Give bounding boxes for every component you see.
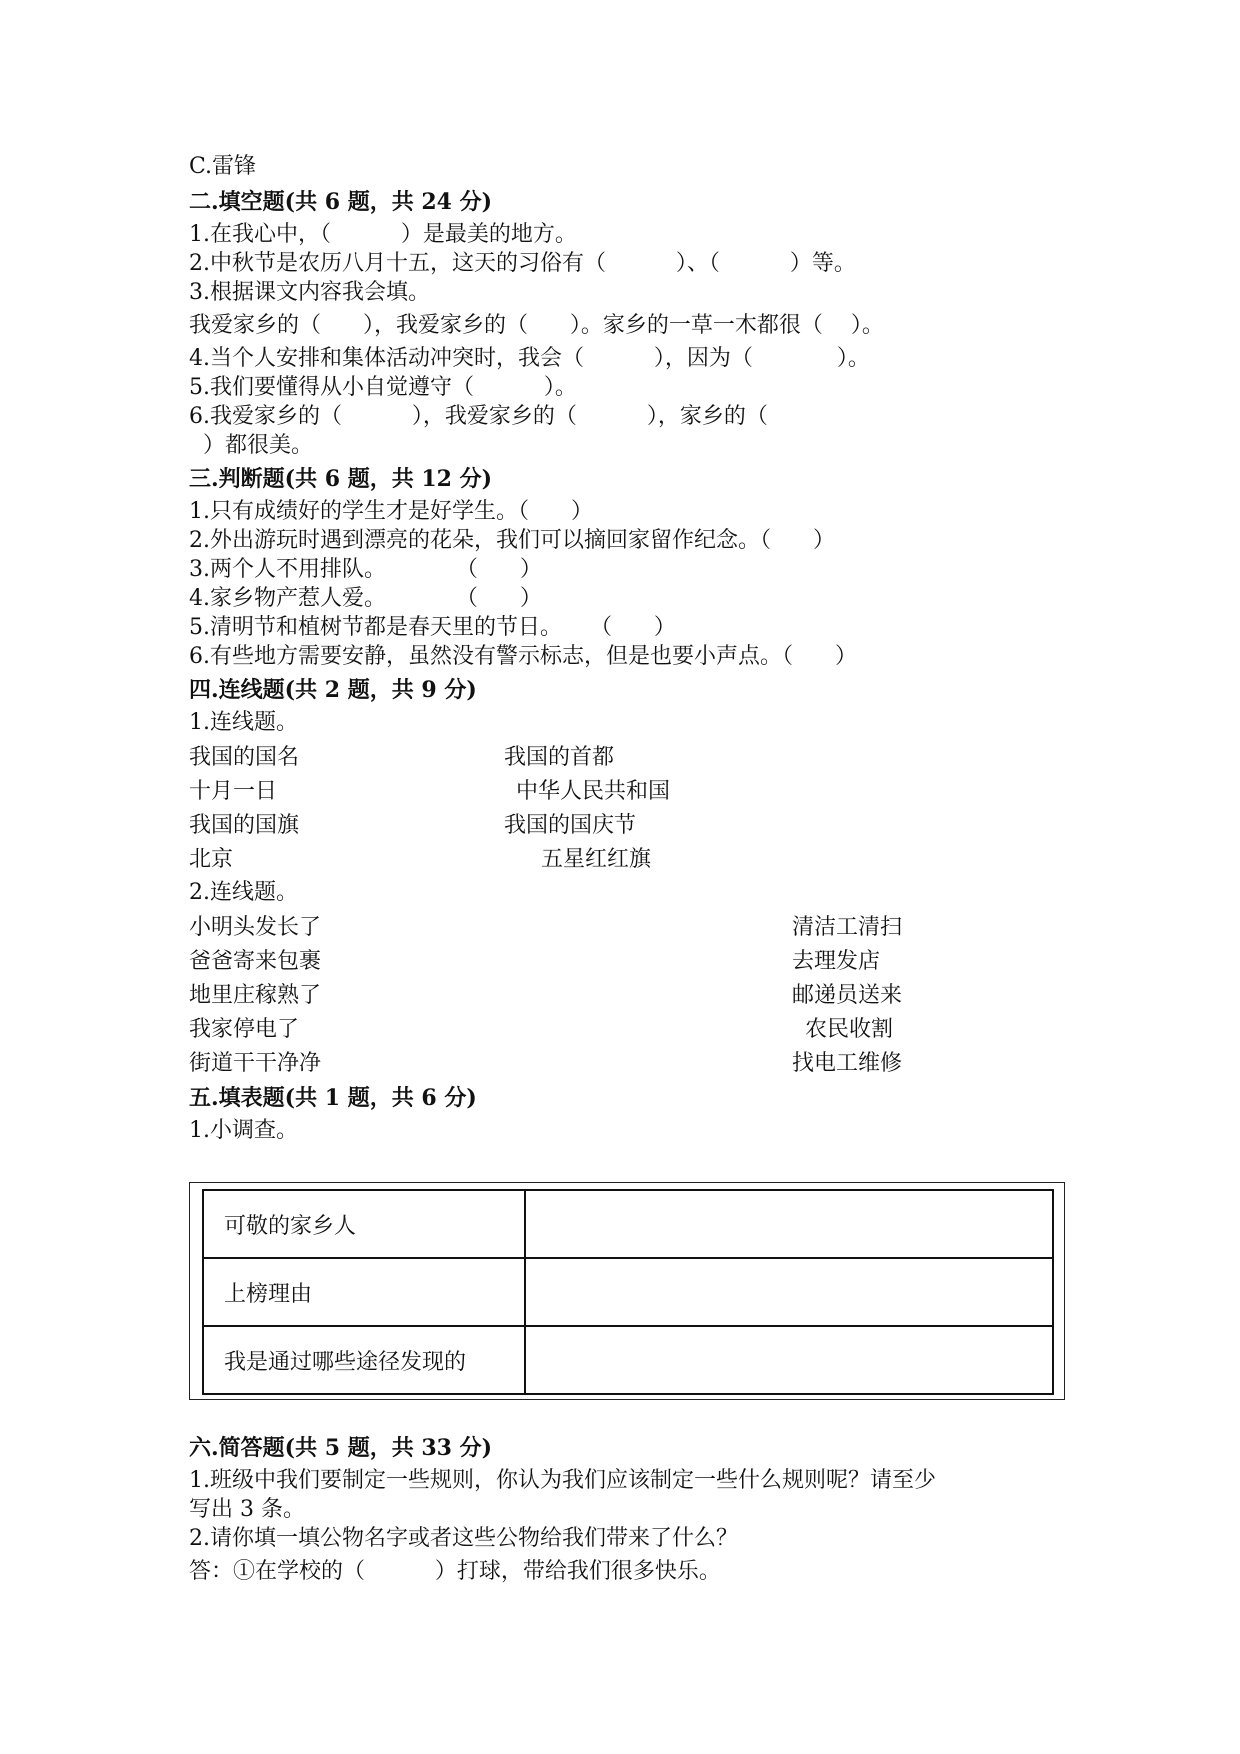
fill-question-6-cont: ）都很美。 <box>189 433 313 458</box>
short-answer-question-2: 2.请你填一填公物名字或者这些公物给我们带来了什么？ <box>189 1526 738 1551</box>
fill-question-4: 4.当个人安排和集体活动冲突时，我会（ ），因为（ ）。 <box>189 346 870 371</box>
table-answer-cell[interactable] <box>525 1326 1053 1394</box>
table-row-label: 可敬的家乡人 <box>203 1190 525 1258</box>
table-row <box>203 1258 1053 1326</box>
match2-left-item: 爸爸寄来包裹 <box>189 949 322 974</box>
judge-question-2: 2.外出游玩时遇到漂亮的花朵，我们可以摘回家留作纪念。（ ） <box>189 528 835 553</box>
section-5-heading: 五.填表题(共 1 题，共 6 分) <box>189 1085 477 1111</box>
match-question-2: 2.连线题。 <box>189 880 298 905</box>
fill-question-3-text: 我爱家乡的（ ），我爱家乡的（ ）。家乡的一草一木都很（ ）。 <box>189 313 884 338</box>
match1-right-item: 五星红红旗 <box>541 847 652 872</box>
table-answer-cell[interactable] <box>525 1190 1053 1258</box>
match2-right-item: 农民收割 <box>805 1017 894 1042</box>
section-3-heading: 三.判断题(共 6 题，共 12 分) <box>189 466 493 492</box>
survey-table-frame <box>189 1182 1065 1400</box>
judge-question-3: 3.两个人不用排队。 （ ） <box>189 557 542 582</box>
judge-question-1: 1.只有成绩好的学生才是好学生。（ ） <box>189 499 593 524</box>
match1-right-item: 中华人民共和国 <box>516 779 671 804</box>
table-row-label: 我是通过哪些途径发现的 <box>203 1326 525 1394</box>
match1-left-item: 十月一日 <box>189 779 278 804</box>
short-answer-answer-1: 答：①在学校的（ ）打球，带给我们很多快乐。 <box>189 1559 721 1584</box>
fill-question-3: 3.根据课文内容我会填。 <box>189 280 430 305</box>
match2-right-item: 邮递员送来 <box>792 983 903 1008</box>
fill-question-6: 6.我爱家乡的（ ），我爱家乡的（ ），家乡的（ <box>189 404 768 429</box>
match2-left-item: 地里庄稼熟了 <box>189 983 322 1008</box>
match2-left-item: 街道干干净净 <box>189 1051 322 1076</box>
match1-right-item: 我国的首都 <box>504 745 615 770</box>
match2-right-item: 去理发店 <box>792 949 881 974</box>
match2-left-item: 我家停电了 <box>189 1017 300 1042</box>
match2-left-item: 小明头发长了 <box>189 915 322 940</box>
fill-question-1: 1.在我心中，（ ）是最美的地方。 <box>189 222 577 247</box>
table-row <box>203 1190 1053 1258</box>
judge-question-6: 6.有些地方需要安静，虽然没有警示标志，但是也要小声点。（ ） <box>189 644 857 669</box>
match2-right-item: 清洁工清扫 <box>792 915 903 940</box>
section-2-heading: 二.填空题(共 6 题，共 24 分) <box>189 189 493 215</box>
judge-question-5: 5.清明节和植树节都是春天里的节日。 （ ） <box>189 615 676 640</box>
match1-right-item: 我国的国庆节 <box>504 813 637 838</box>
table-row-label: 上榜理由 <box>203 1258 525 1326</box>
fill-question-2: 2.中秋节是农历八月十五，这天的习俗有（ ）、（ ）等。 <box>189 251 856 276</box>
match1-left-item: 北京 <box>189 847 234 872</box>
match1-left-item: 我国的国名 <box>189 745 300 770</box>
match1-left-item: 我国的国旗 <box>189 813 300 838</box>
short-answer-question-1-cont: 写出 3 条。 <box>189 1497 305 1522</box>
survey-table <box>202 1189 1054 1395</box>
section-4-heading: 四.连线题(共 2 题，共 9 分) <box>189 677 477 703</box>
section-6-heading: 六.简答题(共 5 题，共 33 分) <box>189 1435 493 1461</box>
short-answer-question-1: 1.班级中我们要制定一些规则，你认为我们应该制定一些什么规则呢？请至少 <box>189 1468 936 1493</box>
fill-question-5: 5.我们要懂得从小自觉遵守（ ）。 <box>189 375 577 400</box>
match2-right-item: 找电工维修 <box>792 1051 903 1076</box>
table-row <box>203 1326 1053 1394</box>
match-question-1: 1.连线题。 <box>189 710 298 735</box>
answer-option-c: C.雷锋 <box>189 154 257 179</box>
judge-question-4: 4.家乡物产惹人爱。 （ ） <box>189 586 542 611</box>
table-question-1: 1.小调查。 <box>189 1118 298 1143</box>
table-answer-cell[interactable] <box>525 1258 1053 1326</box>
